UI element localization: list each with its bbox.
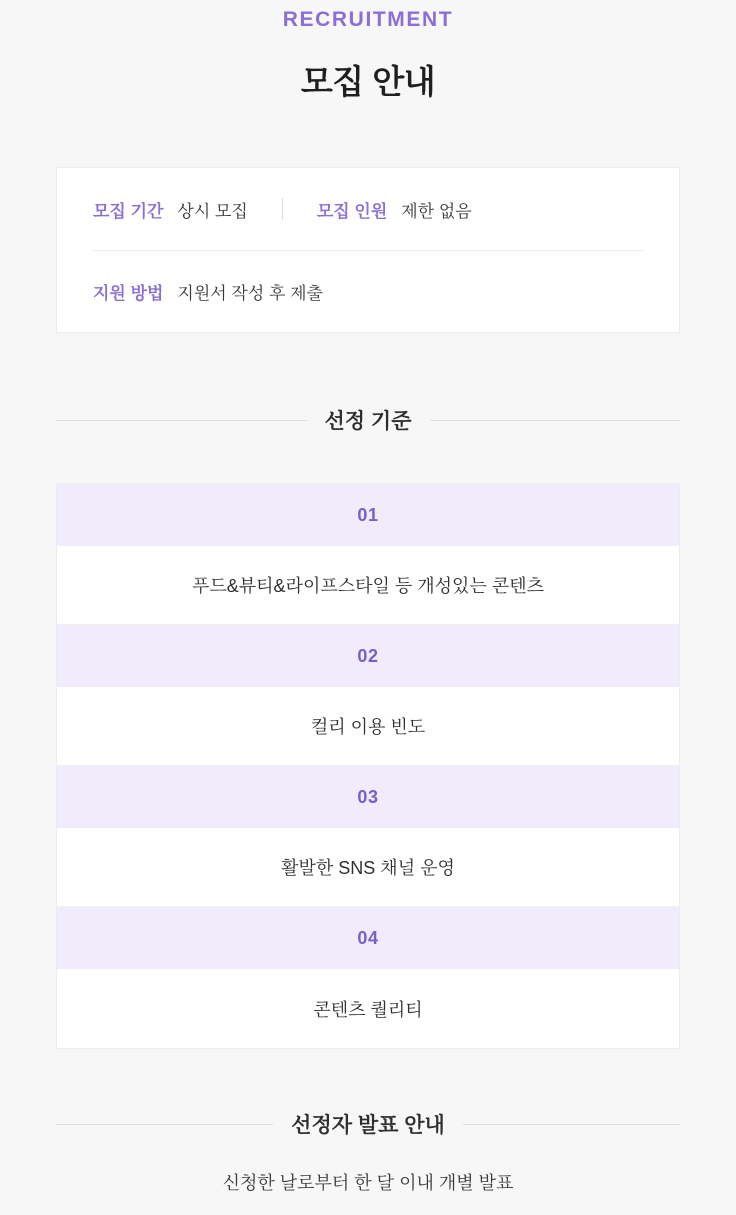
- criteria-number: 03: [57, 766, 679, 828]
- divider-left: [56, 420, 307, 421]
- notice-text: 신청한 날로부터 한 달 이내 개별 발표: [222, 1173, 514, 1193]
- criteria-section-heading: [56, 405, 680, 435]
- info-value-how-to-apply: 지원서 작성 후 제출: [177, 284, 323, 303]
- criteria-text: 콘텐츠 퀄리티: [57, 969, 679, 1048]
- criteria-number: 01: [57, 484, 679, 546]
- criteria-number: 02: [57, 625, 679, 687]
- divider-right: [430, 420, 681, 421]
- divider-left: [56, 1124, 273, 1125]
- info-value-headcount: 제한 없음: [401, 201, 472, 221]
- criteria-item: [57, 625, 679, 766]
- info-value-period: 상시 모집: [177, 201, 248, 221]
- info-label-period: 모집 기간: [93, 201, 164, 221]
- criteria-table: [56, 483, 680, 1049]
- info-label-headcount: 모집 인원: [316, 201, 388, 221]
- vertical-divider: [282, 198, 283, 220]
- criteria-text: 컬리 이용 빈도: [57, 687, 679, 766]
- notice-section-title: 선정자 발표 안내: [291, 1114, 445, 1137]
- recruitment-info-card: [56, 167, 680, 333]
- criteria-item: [57, 907, 679, 1048]
- info-row: [93, 250, 643, 332]
- notice-section-heading: [56, 1109, 680, 1139]
- info-row: [93, 168, 643, 250]
- divider-right: [463, 1124, 680, 1125]
- criteria-section-title: 선정 기준: [324, 410, 412, 433]
- criteria-item: [57, 766, 679, 907]
- criteria-number: 04: [57, 907, 679, 969]
- page-eyebrow: RECRUITMENT: [282, 8, 454, 31]
- info-label-how-to-apply: 지원 방법: [93, 284, 164, 303]
- page-title: 모집 안내: [300, 63, 436, 100]
- criteria-text: 활발한 SNS 채널 운영: [57, 828, 679, 907]
- criteria-item: [57, 484, 679, 625]
- criteria-text: 푸드&뷰티&라이프스타일 등 개성있는 콘텐츠: [57, 546, 679, 625]
